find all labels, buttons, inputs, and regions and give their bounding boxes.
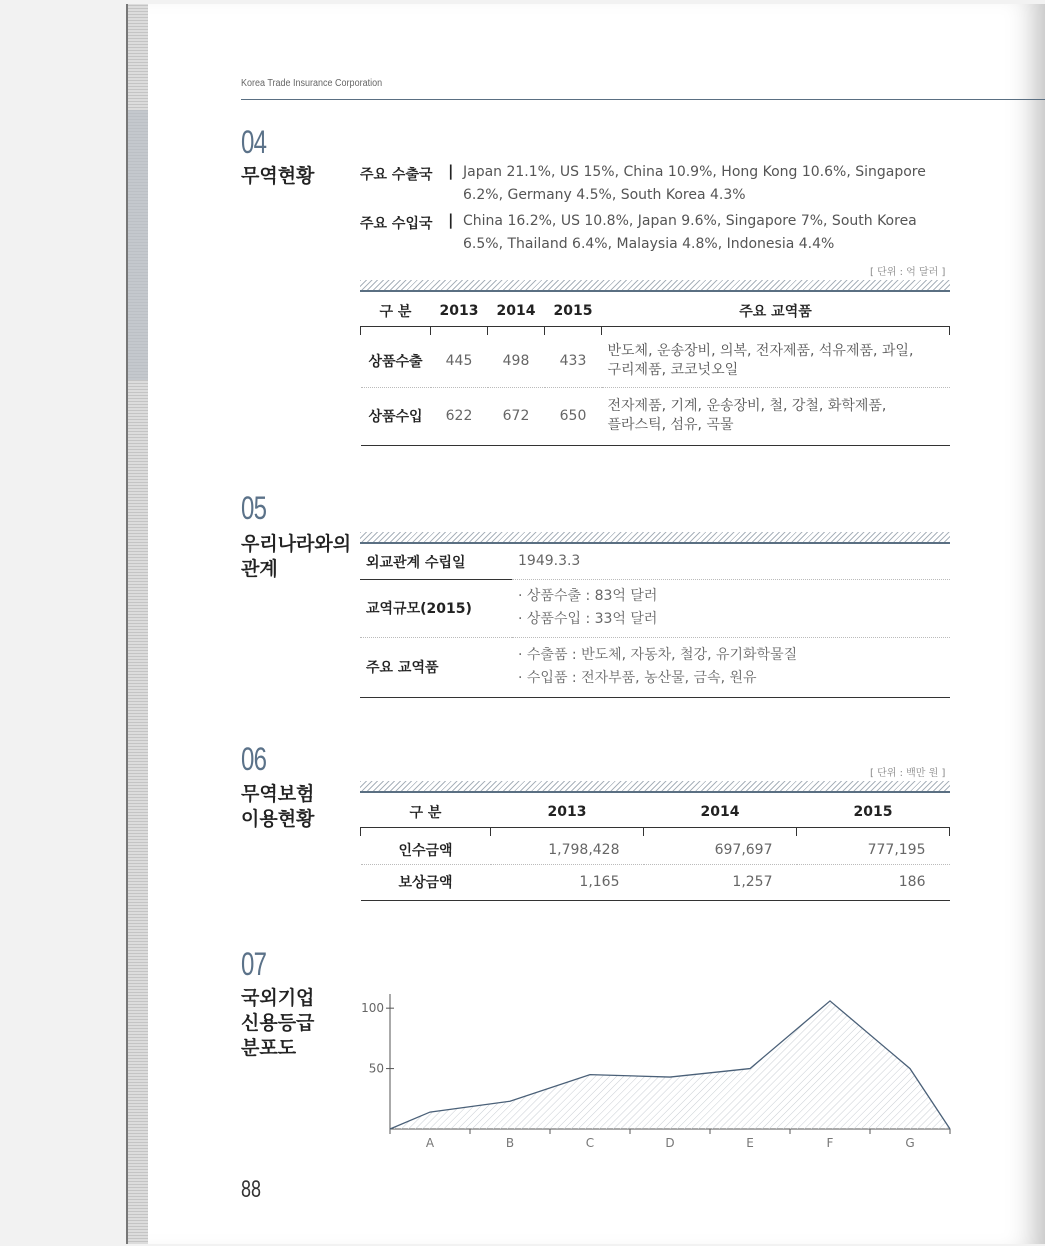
page-number: 88 bbox=[241, 1176, 262, 1203]
hatch-rule bbox=[360, 280, 950, 292]
import-countries-label: 주요 수입국 bbox=[360, 216, 433, 232]
section-04-title: 무역현황 bbox=[241, 165, 315, 187]
insurance-table bbox=[360, 797, 950, 901]
section-05-title: 우리나라와의 관계 bbox=[241, 533, 352, 580]
col-header: 2014 bbox=[496, 303, 536, 319]
y-tick-label: 100 bbox=[361, 1001, 384, 1016]
import-countries-value: China 16.2%, US 10.8%, Japan 9.6%, Singapore 7%, South Korea 6.5%, Thailand 6.4%, Malaysia 4.8%, Indonesia 4.4% bbox=[463, 213, 917, 252]
unit-label: [ 단위 : 백만 원 ] bbox=[870, 768, 946, 779]
col-header: 구 분 bbox=[409, 805, 442, 821]
table-row: 상품수입 622 672 650 전자제품, 기계, 운송장비, 철, 강철, 화학제품, 플라스틱, 섬유, 곡물 bbox=[361, 387, 950, 445]
table-row: 보상금액 1,165 1,257 186 bbox=[361, 864, 950, 900]
col-header: 2013 bbox=[439, 303, 479, 319]
label-bar: | bbox=[448, 211, 454, 229]
relations-table bbox=[360, 545, 950, 698]
table-row: 교역규모(2015) · 상품수출 : 83억 달러 · 상품수입 : 33억 달러 bbox=[360, 579, 950, 637]
hatch-rule bbox=[360, 781, 950, 793]
trade-table bbox=[360, 296, 950, 446]
table-row: 상품수출 445 498 433 반도체, 운송장비, 의복, 전자제품, 석유제품, 과일, 구리제품, 코코넛오일 bbox=[361, 335, 950, 387]
section-06-title: 무역보험 이용현황 bbox=[241, 783, 315, 830]
section-06-number: 06 bbox=[241, 741, 267, 777]
page bbox=[148, 4, 1045, 1244]
y-tick-label: 50 bbox=[368, 1061, 384, 1076]
x-tick-label: F bbox=[826, 1136, 834, 1150]
col-header: 주요 교역품 bbox=[739, 304, 812, 320]
col-header: 2013 bbox=[547, 804, 587, 820]
section-05-number: 05 bbox=[241, 490, 267, 526]
table-row: 인수금액 1,798,428 697,697 777,195 bbox=[361, 836, 950, 864]
export-countries-label: 주요 수출국 bbox=[360, 167, 433, 183]
x-tick-label: G bbox=[905, 1136, 915, 1150]
spine-band bbox=[128, 110, 148, 380]
x-tick-label: B bbox=[505, 1136, 515, 1150]
x-tick-label: E bbox=[746, 1136, 754, 1150]
export-countries-value: Japan 21.1%, US 15%, China 10.9%, Hong Kong 10.6%, Singapore 6.2%, Germany 4.5%, South Korea 4.3% bbox=[463, 164, 926, 203]
running-header: Korea Trade Insurance Corporation bbox=[241, 78, 383, 89]
series-area bbox=[390, 1001, 950, 1129]
label-bar: | bbox=[448, 162, 454, 180]
credit-rating-chart bbox=[348, 984, 958, 1154]
col-header: 구 분 bbox=[379, 304, 412, 320]
section-04-number: 04 bbox=[241, 124, 267, 160]
col-header: 2015 bbox=[853, 804, 893, 820]
hatch-rule bbox=[360, 532, 950, 544]
col-header: 2014 bbox=[700, 804, 740, 820]
header-rule bbox=[241, 99, 1045, 100]
x-tick-label: C bbox=[585, 1136, 595, 1150]
section-07-number: 07 bbox=[241, 946, 267, 982]
x-tick-label: A bbox=[425, 1136, 435, 1150]
section-07-title: 국외기업 신용등급 분포도 bbox=[241, 987, 315, 1059]
col-header: 2015 bbox=[553, 303, 593, 319]
table-row: 외교관계 수립일 1949.3.3 bbox=[360, 545, 950, 579]
unit-label: [ 단위 : 억 달러 ] bbox=[870, 267, 946, 278]
x-tick-label: D bbox=[665, 1136, 675, 1150]
table-row: 주요 교역품 · 수출품 : 반도체, 자동차, 철강, 유기화학물질 · 수입품 : 전자부품, 농산물, 금속, 원유 bbox=[360, 637, 950, 697]
